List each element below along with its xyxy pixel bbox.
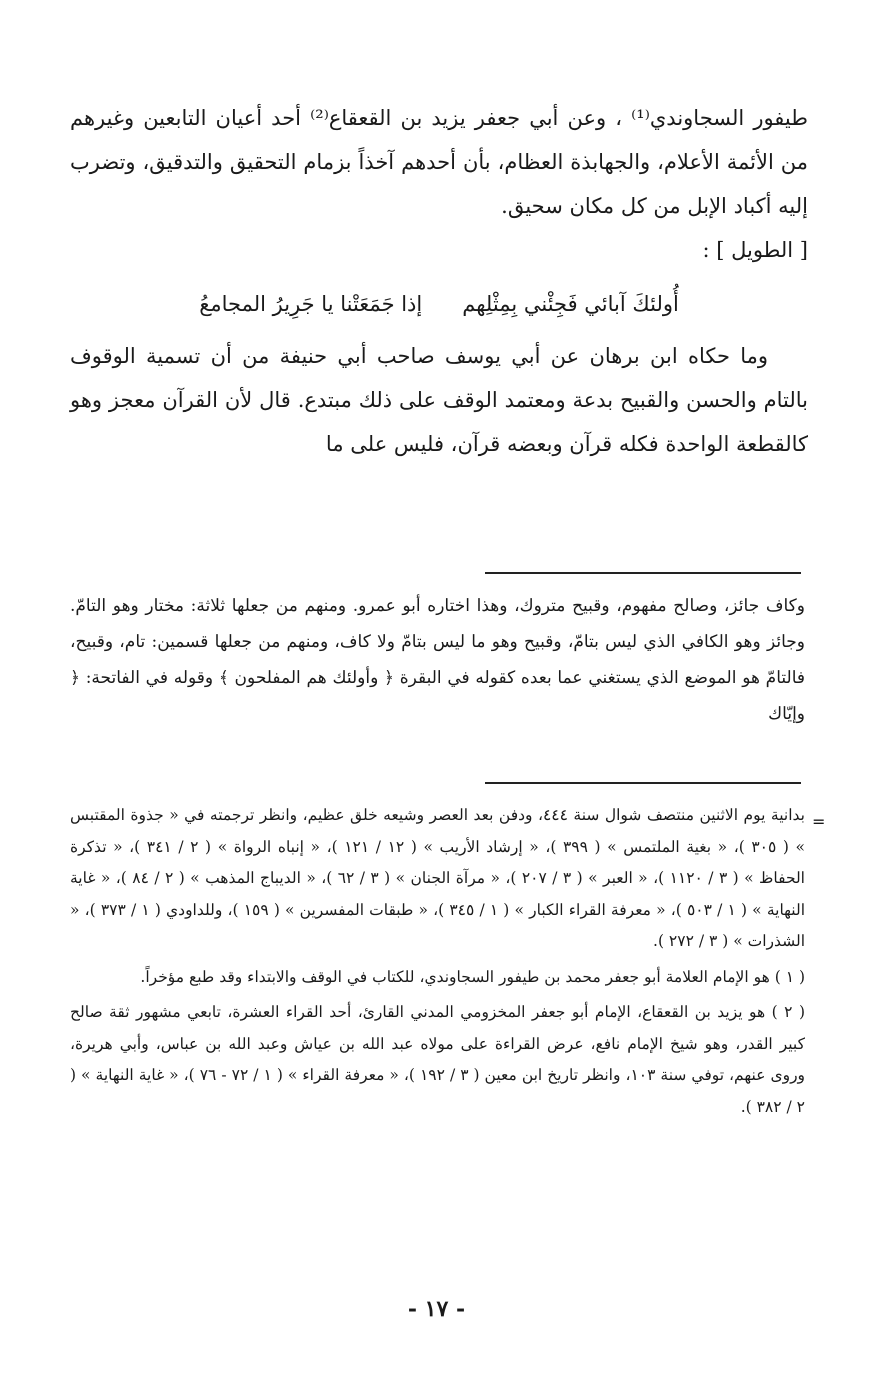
page-number: - ١٧ - [407, 1296, 466, 1322]
footnotes-section [70, 800, 805, 1123]
poetry-verse [70, 282, 808, 326]
main-paragraph-2: وما حكاه ابن برهان عن أبي يوسف صاحب أبي حنيفة من أن تسمية الوقوف بالتام والحسن والقبيح بدعة ومعتمد الوقف على ذلك مبتدع. قال لأن القرآن معجز وهو كالقطعة الواحدة فكله قرآن وبعضه قرآن، فليس على ما [70, 344, 808, 456]
continuation-mark: = [812, 812, 826, 831]
verse-hemistich-2: إذا جَمَعَتْنا يا جَرِيرُ المجامعُ [199, 292, 423, 316]
footnote-continued [70, 588, 805, 732]
main-text [70, 96, 808, 466]
verse-hemistich-1: أُولئكَ آبائي فَجِئْني بِمِثْلِهم [462, 292, 679, 316]
footnote-2: ( ٢ ) هو يزيد بن القعقاع، الإمام أبو جعفر المخزومي المدني القارئ، أحد القراء العشرة، تابعي مشهور ثقة صالح كبير القدر، وهو شيخ الإمام نافع، عرض القراءة على مولاه عبد الله بن عياش وعبد الله بن عباس، وأبي هريرة، وروى عنهم، توفي سنة ١٠٣، وانظر تاريخ ابن معين ( ٣ / ١٩٢ )، « معرفة القراء » ( ١ / ٧٢ - ٧٦ )، « غاية النهاية » ( ٢ / ٣٨٢ ). [70, 1003, 806, 1116]
footnote-divider-2 [485, 782, 801, 784]
meter-label: [ الطويل ] : [702, 238, 808, 262]
footnote-1: ( ١ ) هو الإمام العلامة أبو جعفر محمد بن طيفور السجاوندي، للكتاب في الوقف والابتداء وقد طبع مؤخراً. [140, 967, 805, 986]
footnote-divider-1 [485, 572, 801, 574]
footnote-continued-text: وكاف جائز، وصالح مفهوم، وقبيح متروك، وهذا اختاره أبو عمرو. ومنهم من جعلها ثلاثة: مختار وهو التامّ. وجائز وهو الكافي الذي ليس بتامّ، وقبيح وهو ما ليس بتامّ ولا كاف، ومنهم من جعلها قسمين: تام، وقبيح، فالتامّ هو الموضع الذي يستغني عما بعده كقوله في البقرة ﴿ وأولئك هم المفلحون ﴾ وقوله في الفاتحة: ﴿ وإيّاك [70, 596, 805, 724]
footnote-carry-over: بدانية يوم الاثنين منتصف شوال سنة ٤٤٤، ودفن بعد العصر وشيعه خلق عظيم، وانظر ترجمته في « جذوة المقتبس » ( ٣٠٥ )، « بغية الملتمس » ( ٣٩٩ )، « إرشاد الأريب » ( ١٢ / ١٢١ )، « إنباه الرواة » ( ٢ / ٣٤١ )، « تذكرة الحفاظ » ( ٣ / ١١٢٠ )، « العبر » ( ٣ / ٢٠٧ )، « مرآة الجنان » ( ٣ / ٦٢ )، « الديباج المذهب » ( ٢ / ٨٤ )، « غاية النهاية » ( ١ / ٥٠٣ )، « معرفة القراء الكبار » ( ١ / ٣٤٥ )، « طبقات المفسرين » ( ١٥٩ )، وللداودي ( ١ / ٣٧٣ )، « الشذرات » ( ٣ / ٢٧٢ ). [70, 806, 806, 950]
main-paragraph-1: طيفور السجاوندي⁽¹⁾ ، وعن أبي جعفر يزيد بن القعقاع⁽²⁾ أحد أعيان التابعين وغيرهم من الأئمة الأعلام، والجهابذة العظام، بأن أحدهم آخذاً بزمام التحقيق والتدقيق، وتضرب إليه أكباد الإبل من كل مكان سحيق. [70, 106, 808, 218]
